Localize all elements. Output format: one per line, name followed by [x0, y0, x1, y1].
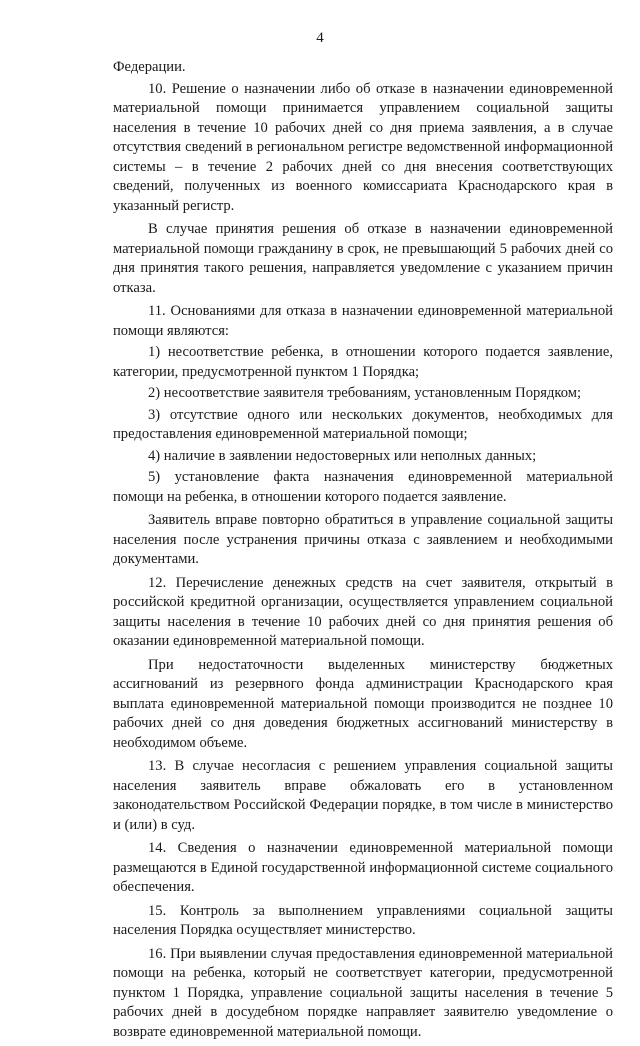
paragraph-item-16: 16. При выявлении случая предоставления единовременной материальной помощи на ребенка, который не соответствует категории, предусмотренной пунктом 1 Порядка, управление социальной защиты населения в течение 5 рабочих дней в досудебном порядке направляет заявителю уведомление о возврате единовременной материальной помощи.	[113, 945, 613, 1040]
list-item-3: 3) отсутствие одного или нескольких документов, необходимых для предоставления единовременной материальной помощи;	[113, 406, 613, 442]
paragraph-item-10: 10. Решение о назначении либо об отказе в назначении единовременной материальной помощи принимается управлением социальной защиты населения в течение 10 рабочих дней со дня приема заявления, а в случае отсутствия сведений в региональном регистре ведомственной информационной системы – в течение 2 рабочих дней со дня внесения соответствующих сведений, полученных из военного комиссариата Краснодарского края в указанный регистр.	[113, 80, 613, 214]
paragraph-item-11: 11. Основаниями для отказа в назначении единовременной материальной помощи являются:	[113, 303, 613, 339]
list-item-1: 1) несоответствие ребенка, в отношении которого подается заявление, категории, предусмотренной пунктом 1 Порядка;	[113, 344, 613, 380]
paragraph-insufficient-funds: При недостаточности выделенных министерству бюджетных ассигнований из резервного фонда администрации Краснодарского края выплата единовременной материальной помощи производится не позднее 10 рабочих дней со дня доведения бюджетных ассигнований министерству в необходимом объеме.	[113, 656, 613, 751]
page-number: 4	[316, 30, 324, 46]
paragraph-item-13: 13. В случае несогласия с решением управления социальной защиты населения заявитель вправе обжаловать его в установленном законодательством Российской Федерации порядке, в том числе в министерство и (или) в суд.	[113, 758, 613, 833]
paragraph-item-12: 12. Перечисление денежных средств на счет заявителя, открытый в российской кредитной организации, осуществляется управлением социальной защиты населения в течение 10 рабочих дней со дня принятия решения об оказании единовременной материальной помощи.	[113, 574, 613, 649]
list-item-4: 4) наличие в заявлении недостоверных или неполных данных;	[148, 447, 537, 464]
list-item-2: 2) несоответствие заявителя требованиям, установленным Порядком;	[148, 385, 582, 401]
paragraph-continuation: Федерации.	[113, 59, 186, 75]
paragraph-reapply: Заявитель вправе повторно обратиться в управление социальной защиты населения после устранения причины отказа с заявлением и необходимыми документами.	[113, 512, 613, 567]
paragraph-refusal-notice: В случае принятия решения об отказе в назначении единовременной материальной помощи гражданину в срок, не превышающий 5 рабочих дней со дня принятия такого решения, направляется уведомление с указанием причин отказа.	[113, 221, 613, 296]
paragraph-item-15: 15. Контроль за выполнением управлениями социальной защиты населения Порядка осуществляет министерство.	[113, 902, 613, 938]
document-body	[113, 58, 613, 1046]
paragraph-item-14: 14. Сведения о назначении единовременной материальной помощи размещаются в Единой государственной информационной системе социального обеспечения.	[113, 840, 613, 895]
list-item-5: 5) установление факта назначения единовременной материальной помощи на ребенка, в отношении которого подается заявление.	[113, 469, 613, 505]
